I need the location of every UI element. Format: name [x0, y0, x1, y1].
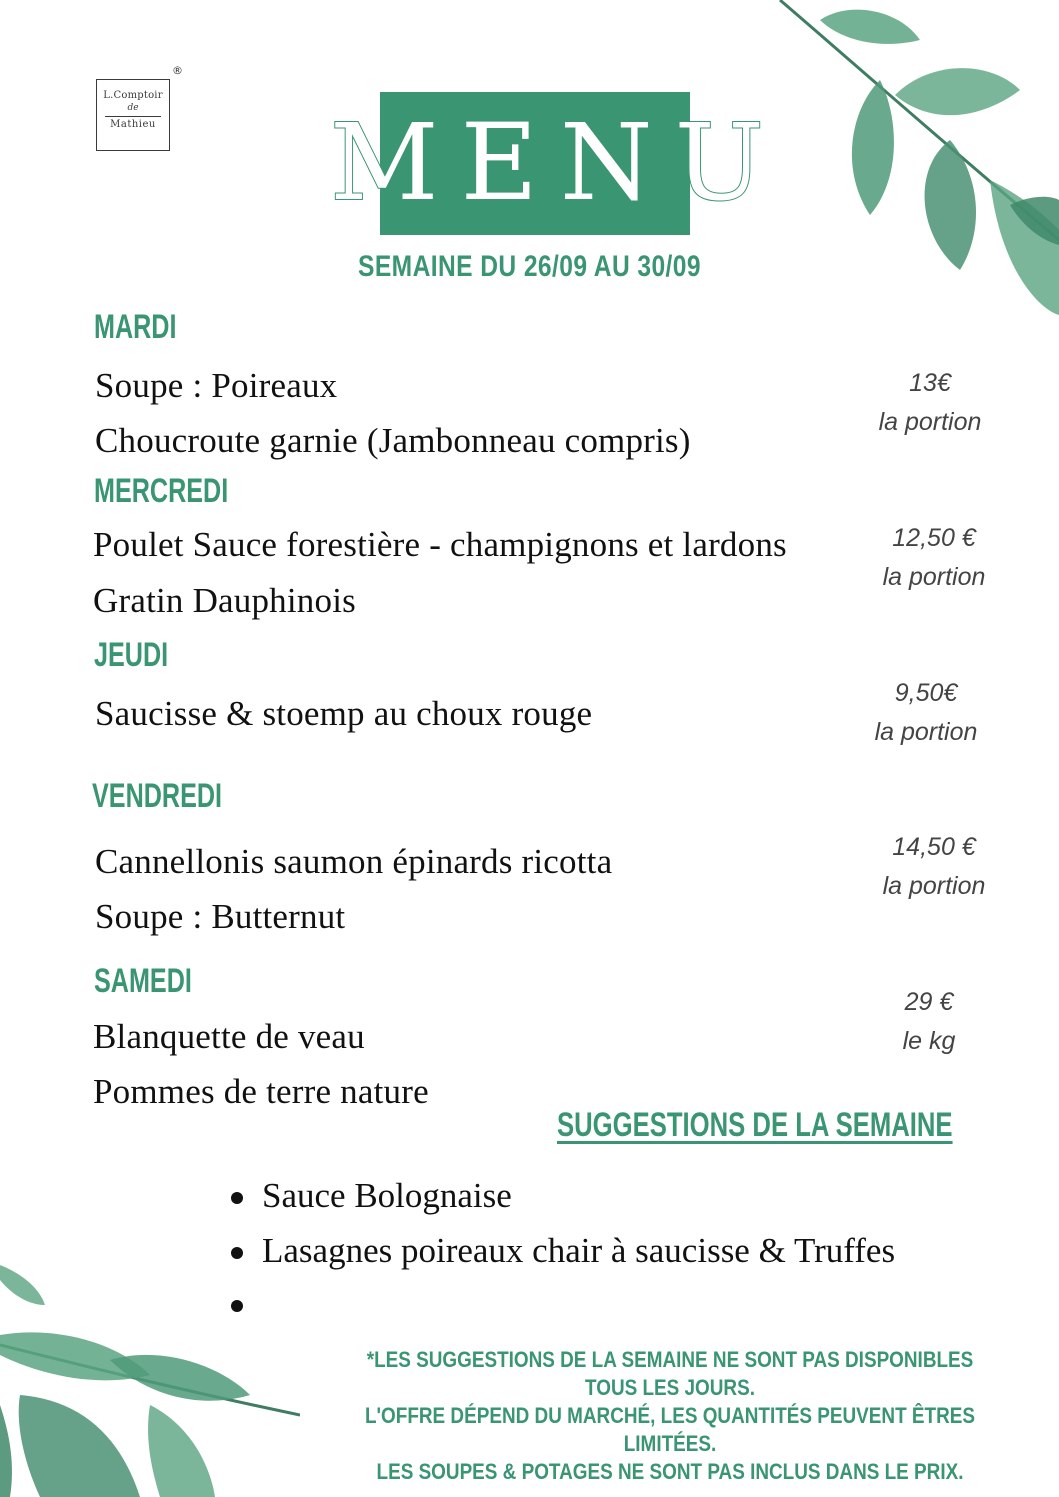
- price-value: 14,50 €: [892, 833, 976, 861]
- price-samedi: [829, 983, 1029, 1061]
- footnote-line-1: *LES SUGGESTIONS DE LA SEMAINE NE SONT PAS DISPONIBLES TOUS LES JOURS.: [366, 1347, 974, 1400]
- dish-item: Choucroute garnie (Jambonneau compris): [95, 421, 691, 460]
- price-unit: le kg: [902, 1027, 956, 1055]
- leaf-branch-icon: [0, 1255, 300, 1497]
- bullet: [231, 1247, 243, 1259]
- dish-item: Poulet Sauce forestière - champignons et lardons: [93, 525, 787, 564]
- price-jeudi: [826, 674, 1026, 752]
- price-value: 29 €: [904, 988, 954, 1016]
- dish-item: Pommes de terre nature: [93, 1072, 429, 1111]
- price-mercredi: [834, 519, 1034, 597]
- registered-mark: ®: [172, 64, 183, 77]
- price-value: 13€: [909, 369, 951, 397]
- footnote-line-2: L'OFFRE DÉPEND DU MARCHÉ, LES QUANTITÉS PEUVENT ÊTRES LIMITÉES.: [364, 1403, 975, 1456]
- dish-item: Cannellonis saumon épinards ricotta: [95, 842, 613, 881]
- price-unit: la portion: [882, 563, 986, 591]
- price-value: 9,50€: [894, 679, 958, 707]
- dish-item: Soupe : Poireaux: [95, 366, 338, 405]
- dish-item: Soupe : Butternut: [95, 897, 346, 936]
- footnote-line-3: LES SOUPES & POTAGES NE SONT PAS INCLUS DANS LE PRIX.: [376, 1459, 964, 1484]
- price-vendredi: [834, 828, 1034, 906]
- suggestions-title: SUGGESTIONS DE LA SEMAINE: [557, 1106, 953, 1144]
- dish-item: Gratin Dauphinois: [93, 581, 356, 620]
- price-mardi: [830, 364, 1030, 442]
- logo-line-1: L.Comptoir: [103, 90, 163, 101]
- price-value: 12,50 €: [892, 524, 976, 552]
- day-heading-samedi: SAMEDI: [94, 962, 192, 1000]
- day-heading-mercredi: MERCREDI: [94, 472, 229, 510]
- price-unit: la portion: [882, 872, 986, 900]
- day-heading-jeudi: JEUDI: [94, 636, 169, 674]
- suggestion-item: Lasagnes poireaux chair à saucisse & Truffes: [262, 1231, 896, 1270]
- logo-line-2: de: [127, 103, 139, 113]
- logo-line-3: Mathieu: [105, 116, 161, 131]
- suggestion-item: Sauce Bolognaise: [262, 1176, 512, 1215]
- page-title: MENU: [330, 101, 786, 224]
- bullet: [231, 1192, 243, 1204]
- dish-item: Blanquette de veau: [93, 1017, 365, 1056]
- day-heading-mardi: MARDI: [94, 308, 177, 346]
- dish-item: Saucisse & stoemp au choux rouge: [95, 694, 593, 733]
- bullet: [231, 1300, 243, 1312]
- week-range: SEMAINE DU 26/09 AU 30/09: [358, 250, 701, 283]
- logo: [96, 79, 170, 151]
- price-unit: la portion: [874, 718, 978, 746]
- footnote: [352, 1346, 988, 1486]
- price-unit: la portion: [878, 408, 982, 436]
- day-heading-vendredi: VENDREDI: [92, 777, 223, 815]
